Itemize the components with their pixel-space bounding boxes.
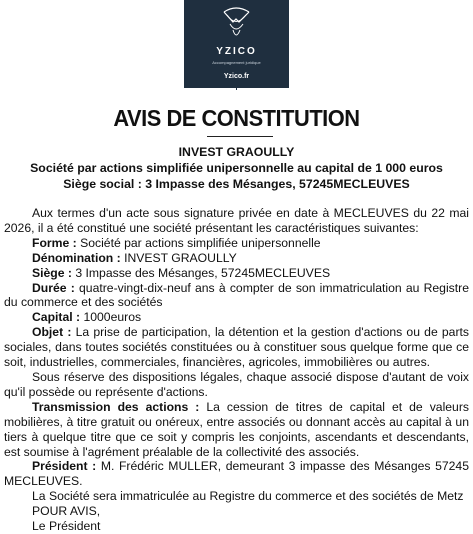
logo-tagline: Accompagnement juridique	[212, 60, 261, 65]
intro-paragraph: Aux termes d'un acte sous signature privée en date à MECLEUVES du 22 mai 2026, il a été constitué une société présentant les caractéristiques suivantes:	[4, 206, 469, 235]
field-denomination	[4, 251, 469, 266]
field-label: Président :	[32, 459, 97, 474]
logo-site: Yzico.fr	[223, 73, 250, 80]
field-capital	[4, 310, 469, 325]
field-transmission	[4, 400, 469, 460]
field-forme	[4, 236, 469, 251]
field-label: Siège :	[32, 265, 72, 280]
signature-line: Le Président	[32, 519, 101, 534]
yzico-emblem-icon	[221, 6, 252, 42]
yzico-logo	[184, 0, 289, 88]
field-president	[4, 459, 469, 489]
field-value: quatre-vingt-dix-neuf ans à compter de son immatriculation au Registre du commerce et des sociétés	[4, 280, 469, 310]
field-objet	[4, 325, 469, 370]
field-siege	[4, 266, 469, 281]
company-header	[0, 144, 473, 192]
field-label: Durée :	[32, 280, 75, 295]
field-value: Société par actions simplifiée unipersonnelle	[76, 235, 321, 250]
field-value: La prise de participation, la détention et la gestion d'actions ou de parts sociales, dans toutes sociétés constituées ou à constituer sous quelque forme que ce soit, industrielles, commerciales, financières, agricoles, immobilières ou autres.	[4, 325, 469, 370]
logo-brand: YZICO	[216, 46, 257, 57]
field-value: 1000euros	[80, 310, 142, 325]
field-label: Transmission des actions :	[32, 399, 200, 414]
closing-line: POUR AVIS,	[32, 504, 101, 519]
company-seat: Siège social : 3 Impasse des Mésanges, 57245MECLEUVES	[63, 177, 410, 191]
field-value: INVEST GRAOULLY	[120, 250, 237, 265]
field-value: M. Frédéric MULLER, demeurant 3 impasse des Mésanges 57245 MECLEUVES.	[4, 459, 469, 489]
vote-clause: Sous réserve des dispositions légales, chaque associé dispose d'autant de voix qu'il possède ou représente d'actions.	[4, 369, 469, 399]
field-label: Objet :	[32, 325, 72, 340]
company-type: Société par actions simplifiée unipersonnelle au capital de 1 000 euros	[30, 161, 443, 175]
notice-body	[4, 206, 469, 534]
field-value: 3 Impasse des Mésanges, 57245MECLEUVES	[71, 265, 331, 280]
field-value: La cession de titres de capital et de valeurs mobilières, à titre gratuit ou onéreux, entre associés ou donnant accès au capital à un tiers à quelque titre que ce soit y compris les conjoints, ascendants et descendants, est soumise à l'agrément préalable de la collectivité des associés.	[4, 399, 469, 459]
notice-title: AVIS DE CONSTITUTION	[113, 105, 360, 131]
field-label: Dénomination :	[32, 250, 121, 265]
field-label: Capital :	[32, 310, 81, 325]
title-rule	[207, 136, 273, 137]
registration-line: La Société sera immatriculée au Registre du commerce et des sociétés de Metz	[32, 489, 464, 504]
logo-divider	[236, 86, 237, 90]
field-label: Forme :	[32, 235, 77, 250]
company-name: INVEST GRAOULLY	[178, 145, 295, 159]
field-duree	[4, 281, 469, 311]
